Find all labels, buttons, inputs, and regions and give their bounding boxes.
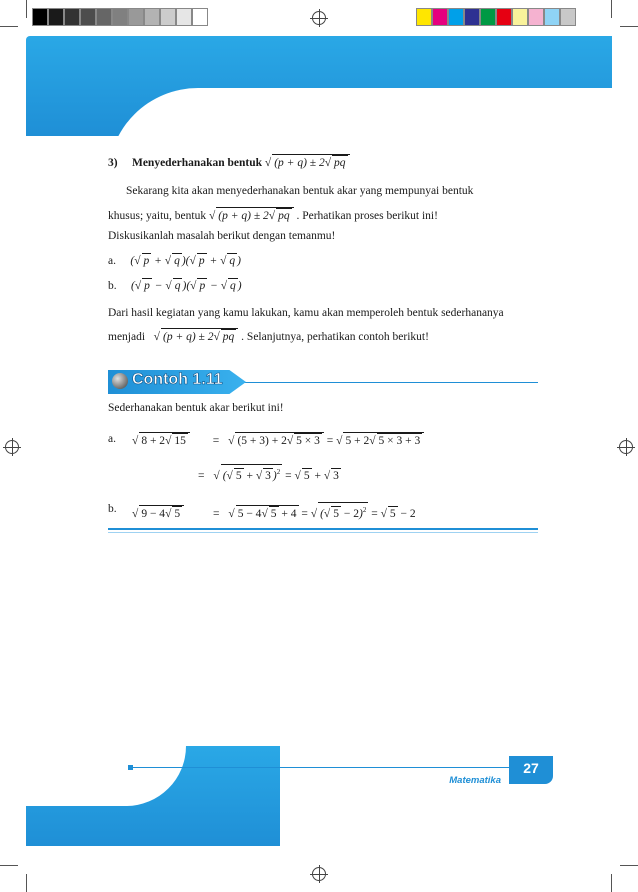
paragraph-1-formula: √ (p + q) ± 2√ pq (209, 210, 294, 222)
example-a-line-2: = √ (√ 5 + √ 3 )$^2$ = √ 5 + √ 3 (198, 464, 341, 483)
color-bar (416, 8, 576, 26)
crop-mark (26, 874, 27, 892)
crop-mark (611, 0, 612, 18)
page-number: 27 (523, 760, 539, 776)
section-number: 3) (108, 157, 118, 169)
crop-mark (611, 874, 612, 892)
section-title: Menyederhanakan bentuk (131, 157, 263, 169)
registration-mark-left (5, 440, 19, 454)
example-instruction: Sederhanakan bentuk akar berikut ini! (108, 402, 284, 414)
grayscale-bar (32, 8, 208, 26)
registration-mark-bottom (312, 867, 326, 881)
heading-formula: √ (p + q) ± 2√ pq (265, 157, 350, 169)
item-b-label: b. (108, 280, 117, 292)
item-a (108, 253, 241, 268)
crop-mark (620, 26, 638, 27)
example-title: Contoh 1.11 (132, 371, 223, 388)
item-b-formula: (√ p − √ q )(√ p − √ q ) (131, 280, 242, 292)
crop-mark (620, 865, 638, 866)
item-a-formula: (√ p + √ q )(√ p + √ q ) (130, 255, 241, 267)
crop-mark (26, 0, 27, 18)
footer-dot (128, 765, 133, 770)
example-end-rule-light (108, 532, 538, 533)
paragraph-1-suffix: . Perhatikan proses berikut ini! (296, 210, 438, 222)
paragraph-2-suffix: . Selanjutnya, perhatikan contoh berikut! (241, 331, 429, 343)
paragraph-2-line-2 (108, 328, 429, 344)
paragraph-2-formula: √ (p + q) ± 2√ pq (154, 331, 239, 343)
item-b (108, 278, 242, 293)
paragraph-2-line-1: Dari hasil kegiatan yang kamu lakukan, kamu akan memperoleh bentuk sederhananya (108, 307, 504, 319)
example-end-rule (108, 528, 538, 530)
registration-mark-right (619, 440, 633, 454)
section-heading (108, 154, 350, 170)
footer-book-title: Matematika (449, 775, 501, 786)
paragraph-1-prefix: khusus; yaitu, bentuk (108, 210, 207, 222)
paragraph-1-line-2 (108, 207, 438, 223)
registration-mark-top (312, 11, 326, 25)
example-b-line: √ 9 − 4√ 5 = √ 5 − 4√ 5 + 4 = √ (√ 5 − 2)$^2$ = √ 5 − 2 (132, 502, 416, 521)
header-banner (26, 36, 612, 136)
example-a-line-1: √ 8 + 2√ 15 = √ (5 + 3) + 2√ 5 × 3 = √ 5 + 2√ 5 × 3 + 3 (132, 432, 424, 448)
crop-mark (0, 865, 18, 866)
discussion-line: Diskusikanlah masalah berikut dengan temanmu! (108, 230, 336, 242)
footer-rule (130, 767, 510, 768)
example-a-label: a. (108, 433, 116, 445)
item-a-label: a. (108, 255, 116, 267)
paragraph-2-prefix: menjadi (108, 331, 146, 343)
example-b-label: b. (108, 503, 117, 515)
crop-mark (0, 26, 18, 27)
paragraph-1-line-1: Sekarang kita akan menyederhanakan bentuk akar yang mempunyai bentuk (126, 185, 474, 197)
globe-icon (112, 373, 128, 389)
